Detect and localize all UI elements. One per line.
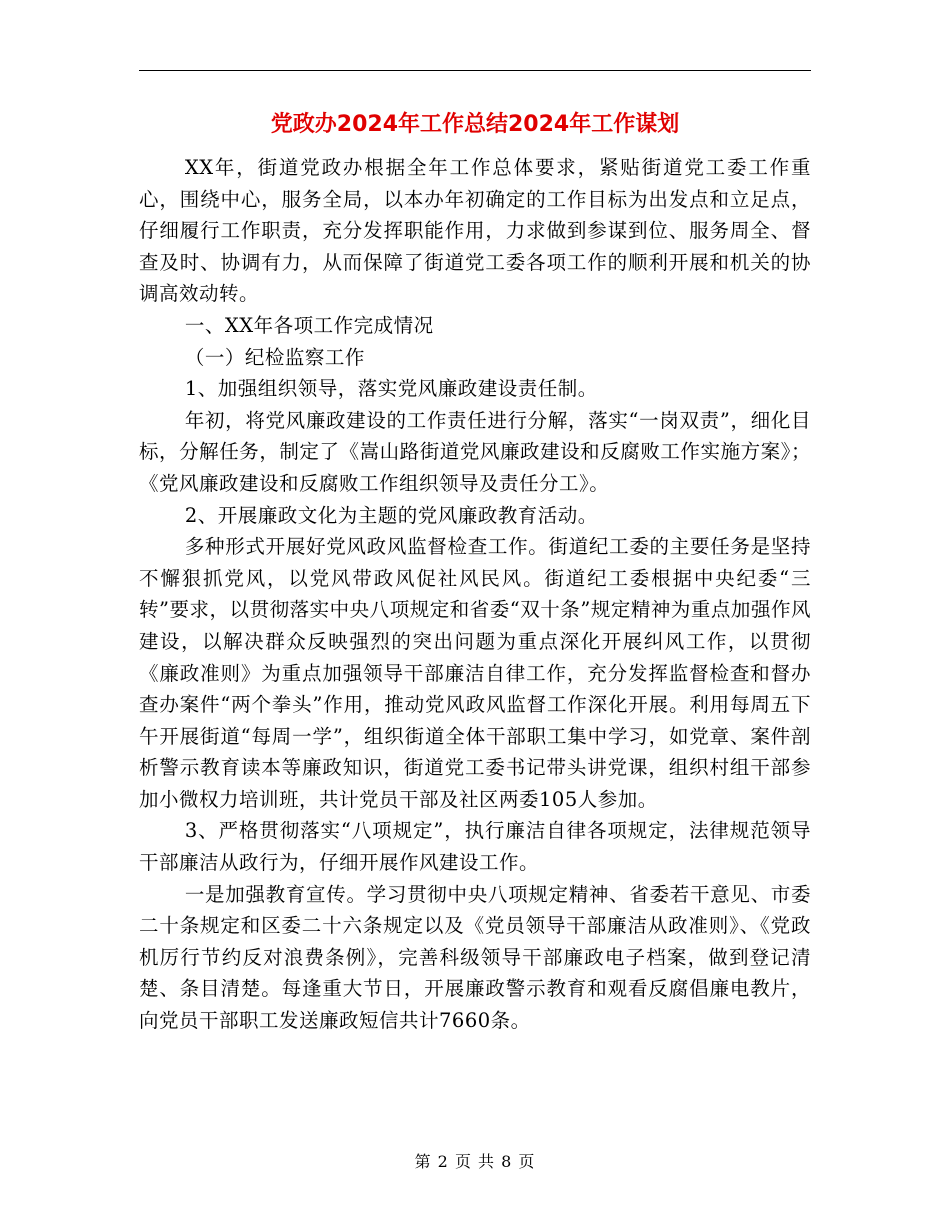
- page-number-footer: 第 2 页 共 8 页: [414, 1152, 536, 1171]
- section-heading: 一、XX年各项工作完成情况: [184, 313, 434, 337]
- body-paragraph: 多种形式开展好党风政风监督检查工作。街道纪工委的主要任务是坚持不懈狠抓党风，以党风带政风促社风民风。街道纪工委根据中央纪委“三转”要求，以贯彻落实中央八项规定和省委“双十条”规定精神为重点加强作风建设，以解决群众反映强烈的突出问题为重点深化开展纠风工作，以贯彻《廉政准则》为重点加强领导干部廉洁自律工作，充分发挥监督检查和督办查办案件“两个拳头”作用，推动党风政风监督工作深化开展。利用每周五下午开展街道“每周一学”，组织街道全体干部职工集中学习，如党章、案件剖析警示教育读本等廉政知识，街道党工委书记带头讲党课，组织村组干部参加小微权力培训班，共计党员干部及社区两委105人参加。: [139, 535, 811, 811]
- intro-paragraph: XX年，街道党政办根据全年工作总体要求，紧贴街道党工委工作重心，围绕中心，服务全局，以本办年初确定的工作目标为出发点和立足点，仔细履行工作职责，充分发挥职能作用，力求做到参谋到位、服务周全、督查及时、协调有力，从而保障了街道党工委各项工作的顺利开展和机关的协调高效动转。: [139, 156, 811, 306]
- item-heading: 3、严格贯彻落实“八项规定”，执行廉洁自律各项规定，法律规范领导干部廉洁从政行为，仔细开展作风建设工作。: [139, 819, 811, 875]
- subsection-heading: （一）纪检监察工作: [184, 345, 365, 369]
- item-heading: 2、开展廉政文化为主题的党风廉政教育活动。: [184, 503, 598, 527]
- header-rule: [139, 70, 811, 71]
- body-paragraph: 一是加强教育宣传。学习贯彻中央八项规定精神、省委若干意见、市委二十条规定和区委二十六条规定以及《党员领导干部廉洁从政准则》、《党政机厉行节约反对浪费条例》，完善科级领导干部廉政电子档案，做到登记清楚、条目清楚。每逢重大节日，开展廉政警示教育和观看反腐倡廉电教片，向党员干部职工发送廉政短信共计7660条。: [139, 882, 811, 1033]
- item-heading: 1、加强组织领导，落实党风廉政建设责任制。: [184, 377, 598, 401]
- document-title: 党政办2024年工作总结2024年工作谋划: [270, 112, 680, 137]
- body-paragraph: 年初，将党风廉政建设的工作责任进行分解，落实“一岗双责”，细化目标，分解任务，制定了《嵩山路街道党风廉政建设和反腐败工作实施方案》；《党风廉政建设和反腐败工作组织领导及责任分工》。: [139, 408, 811, 495]
- document-body: [139, 152, 811, 1037]
